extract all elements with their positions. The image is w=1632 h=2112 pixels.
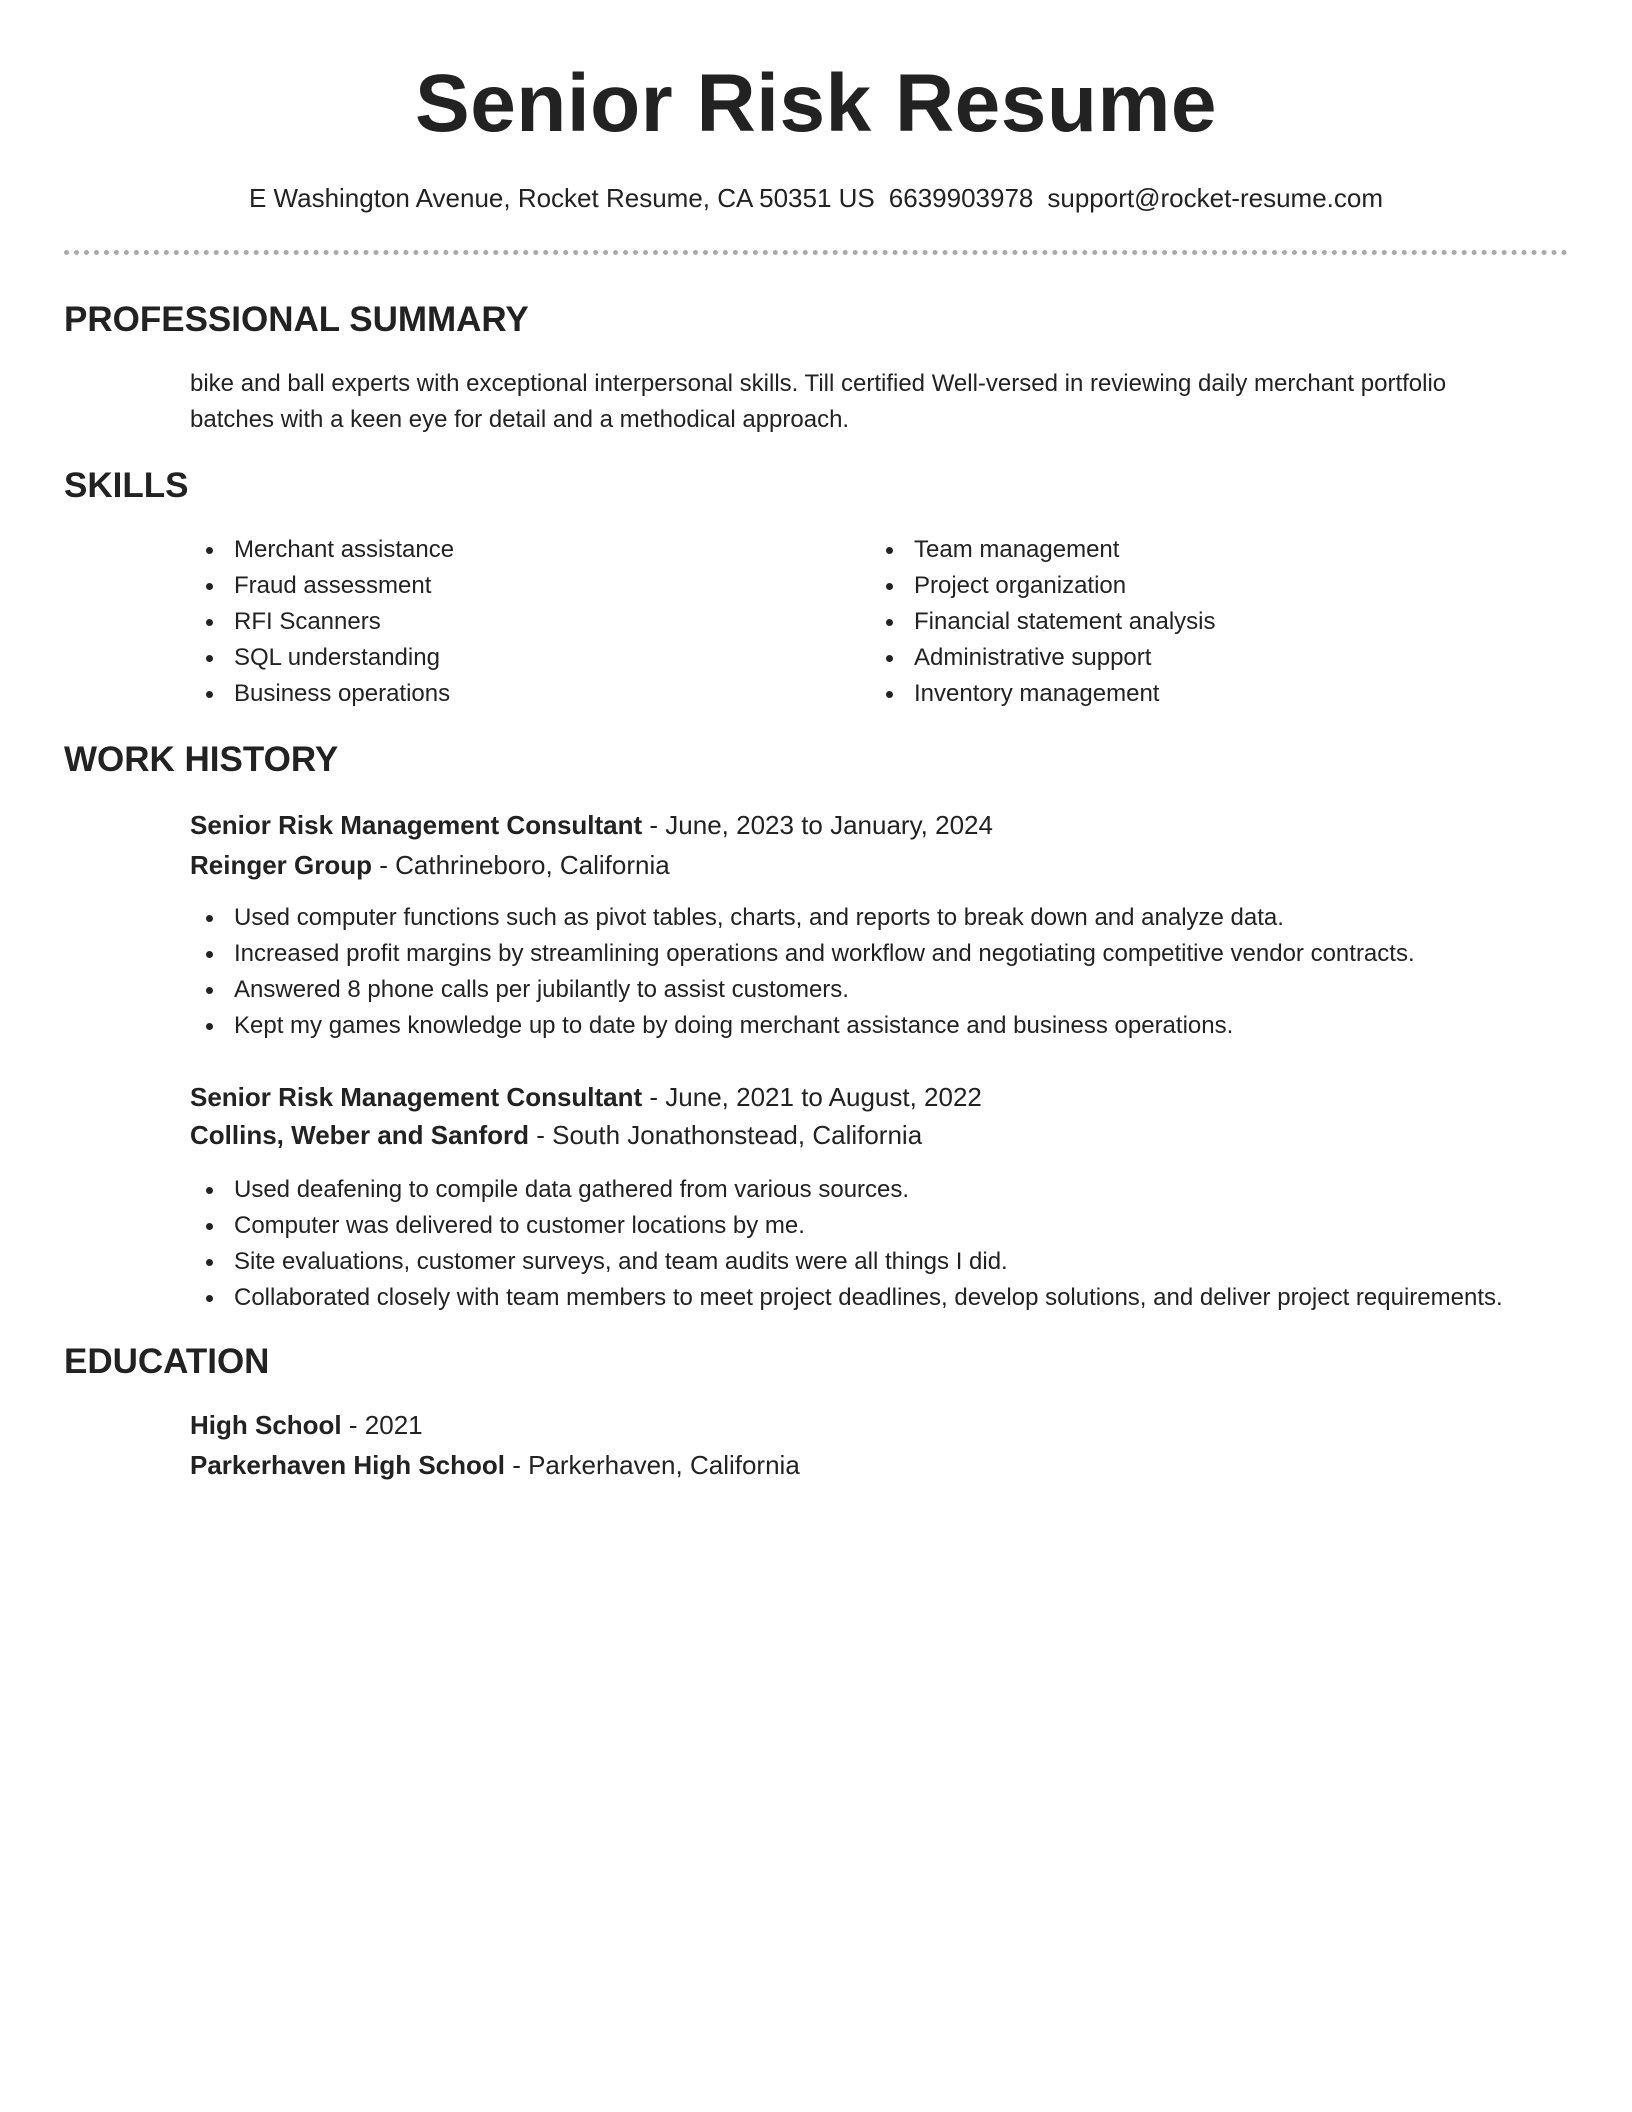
contact-email: support@rocket-resume.com (1047, 183, 1384, 213)
contact-phone: 6639903978 (888, 183, 1034, 213)
header-divider (64, 250, 1568, 255)
job-title-line: Senior Risk Management Consultant - June, 2023 to January, 2024 (190, 810, 993, 840)
bullet-dot (886, 655, 893, 662)
job-bullet: Kept my games knowledge up to date by doing merchant assistance and business operations. (190, 1008, 1590, 1044)
skill-item: Team management (870, 532, 1215, 568)
education-degree: High School (190, 1410, 342, 1440)
job-dates: June, 2021 to August, 2022 (665, 1082, 982, 1112)
job-company-line: Reinger Group - Cathrineboro, California (190, 850, 670, 880)
job-title-line: Senior Risk Management Consultant - June, 2021 to August, 2022 (190, 1082, 982, 1112)
bullet-dot (206, 1023, 213, 1030)
job-company: Collins, Weber and Sanford (190, 1120, 530, 1150)
contact-line (0, 180, 1632, 216)
bullet-dot (206, 915, 213, 922)
job-location: South Jonathonstead, California (552, 1120, 923, 1150)
job-dates: June, 2023 to January, 2024 (665, 810, 993, 840)
bullet-dot (206, 987, 213, 994)
education-degree-line: High School - 2021 (190, 1410, 423, 1440)
skill-item: SQL understanding (190, 640, 454, 676)
skill-item: RFI Scanners (190, 604, 454, 640)
bullet-dot (206, 1223, 213, 1230)
job-bullets (190, 900, 1590, 1044)
bullet-dot (886, 583, 893, 590)
skill-item: Project organization (870, 568, 1215, 604)
summary-text: bike and ball experts with exceptional interpersonal skills. Till certified Well-versed in reviewing daily merchant portfolio batches with a keen eye for detail and a methodical approach. (190, 370, 1447, 433)
bullet-dot (206, 951, 213, 958)
skill-item: Inventory management (870, 676, 1215, 712)
job-role: Senior Risk Management Consultant (190, 810, 643, 840)
skills-list-right (870, 532, 1215, 712)
skill-item: Business operations (190, 676, 454, 712)
bullet-dot (206, 1259, 213, 1266)
job-bullet: Used computer functions such as pivot tables, charts, and reports to break down and analyze data. (190, 900, 1590, 936)
bullet-dot (206, 655, 213, 662)
education-location: Parkerhaven, California (528, 1450, 800, 1480)
skill-item: Fraud assessment (190, 568, 454, 604)
bullet-dot (206, 1295, 213, 1302)
work-heading: WORK HISTORY (64, 740, 339, 779)
job-company-line: Collins, Weber and Sanford - South Jonathonstead, California (190, 1120, 923, 1150)
job-location: Cathrineboro, California (395, 850, 670, 880)
education-heading: EDUCATION (64, 1342, 270, 1381)
skills-heading: SKILLS (64, 466, 189, 505)
bullet-dot (206, 583, 213, 590)
skill-item: Merchant assistance (190, 532, 454, 568)
job-bullet: Increased profit margins by streamlining operations and workflow and negotiating competitive vendor contracts. (190, 936, 1590, 972)
bullet-dot (206, 1187, 213, 1194)
bullet-dot (886, 547, 893, 554)
bullet-dot (886, 619, 893, 626)
job-bullet: Answered 8 phone calls per jubilantly to assist customers. (190, 972, 1590, 1008)
education-school-line: Parkerhaven High School - Parkerhaven, California (190, 1450, 800, 1480)
contact-address: E Washington Avenue, Rocket Resume, CA 50351 US (248, 183, 875, 213)
skill-item: Financial statement analysis (870, 604, 1215, 640)
job-company: Reinger Group (190, 850, 373, 880)
resume-name: Senior Risk Resume (415, 58, 1217, 149)
education-school: Parkerhaven High School (190, 1450, 505, 1480)
bullet-dot (206, 619, 213, 626)
skill-item: Administrative support (870, 640, 1215, 676)
job-bullet: Site evaluations, customer surveys, and team audits were all things I did. (190, 1244, 1590, 1280)
bullet-dot (886, 691, 893, 698)
bullet-dot (206, 691, 213, 698)
education-year: 2021 (364, 1410, 423, 1440)
job-role: Senior Risk Management Consultant (190, 1082, 643, 1112)
job-bullet: Collaborated closely with team members to meet project deadlines, develop solutions, and deliver project requirements. (190, 1280, 1590, 1316)
bullet-dot (206, 547, 213, 554)
summary-heading: PROFESSIONAL SUMMARY (64, 300, 529, 339)
job-bullet: Used deafening to compile data gathered from various sources. (190, 1172, 1590, 1208)
job-bullet: Computer was delivered to customer locations by me. (190, 1208, 1590, 1244)
job-bullets (190, 1172, 1590, 1316)
skills-list-left (190, 532, 454, 712)
